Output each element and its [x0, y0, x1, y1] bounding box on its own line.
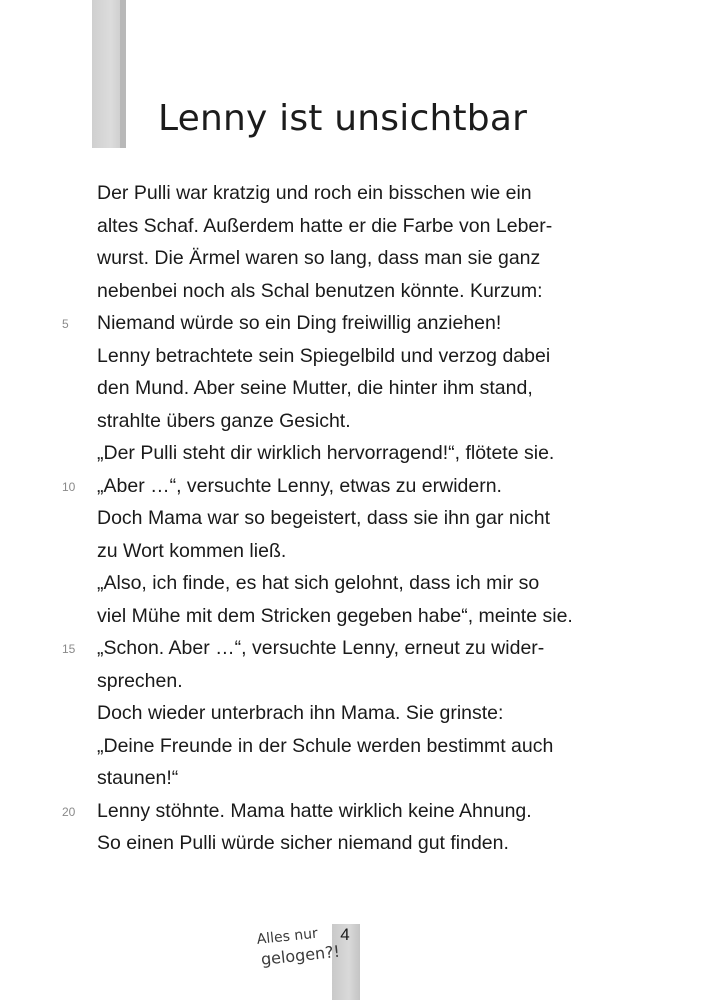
logo-text-line2: gelogen?! [260, 941, 341, 969]
decorative-side-bar [92, 0, 126, 148]
line-text: staunen!“ [97, 767, 179, 789]
text-line [0, 795, 704, 828]
line-text: „Deine Freunde in der Schule werden bestimmt auch [97, 734, 554, 757]
text-line [0, 600, 704, 633]
line-text: „Schon. Aber …“, versuchte Lenny, erneut zu wider- [97, 637, 545, 659]
text-line [0, 340, 704, 373]
text-line [0, 730, 704, 763]
line-text: sprechen. [97, 669, 183, 692]
line-text: Niemand würde so ein Ding freiwillig anziehen! [97, 312, 502, 334]
text-line [0, 177, 704, 210]
text-line [0, 502, 704, 535]
page-number: 4 [340, 925, 350, 944]
text-line [0, 827, 704, 860]
line-text: „Der Pulli steht dir wirklich hervorragend!“, flötete sie. [97, 442, 555, 464]
line-number: 20 [62, 804, 76, 819]
text-line [0, 470, 704, 503]
text-line [0, 372, 704, 405]
text-line [0, 210, 704, 243]
text-line [0, 307, 704, 340]
series-logo [256, 925, 360, 988]
line-text: den Mund. Aber seine Mutter, die hinter ihm stand, [97, 377, 533, 399]
logo-text-line1: Alles nur [256, 925, 319, 948]
text-line [0, 762, 704, 795]
line-text: zu Wort kommen ließ. [97, 539, 287, 562]
line-text: „Also, ich finde, es hat sich gelohnt, dass ich mir so [97, 572, 540, 594]
line-text: Doch Mama war so begeistert, dass sie ihn gar nicht [97, 507, 551, 529]
line-text: strahlte übers ganze Gesicht. [97, 409, 351, 432]
text-line [0, 437, 704, 470]
line-number: 15 [62, 642, 76, 656]
text-line [0, 697, 704, 730]
line-text: altes Schaf. Außerdem hatte er die Farbe von Leber- [97, 214, 553, 237]
line-text: viel Mühe mit dem Stricken gegeben habe“, meinte sie. [97, 604, 573, 627]
text-line [0, 405, 704, 438]
line-number: 10 [62, 479, 76, 494]
line-text: Der Pulli war kratzig und roch ein bisschen wie ein [97, 182, 532, 204]
line-text: So einen Pulli würde sicher niemand gut finden. [97, 832, 509, 854]
text-line [0, 242, 704, 275]
line-text: Doch wieder unterbrach ihn Mama. Sie grinste: [97, 702, 504, 724]
body-text [0, 177, 704, 860]
text-line [0, 275, 704, 308]
line-number: 5 [62, 317, 69, 331]
line-text: wurst. Die Ärmel waren so lang, dass man sie ganz [97, 247, 541, 269]
text-line [0, 665, 704, 698]
line-text: Lenny betrachtete sein Spiegelbild und verzog dabei [97, 344, 551, 367]
line-text: nebenbei noch als Schal benutzen könnte. Kurzum: [97, 279, 543, 302]
line-text: „Aber …“, versuchte Lenny, etwas zu erwidern. [97, 474, 502, 497]
line-text: Lenny stöhnte. Mama hatte wirklich keine Ahnung. [97, 799, 532, 822]
text-line [0, 632, 704, 665]
text-line [0, 535, 704, 568]
chapter-title: Lenny ist unsichtbar [158, 98, 528, 139]
text-line [0, 567, 704, 600]
